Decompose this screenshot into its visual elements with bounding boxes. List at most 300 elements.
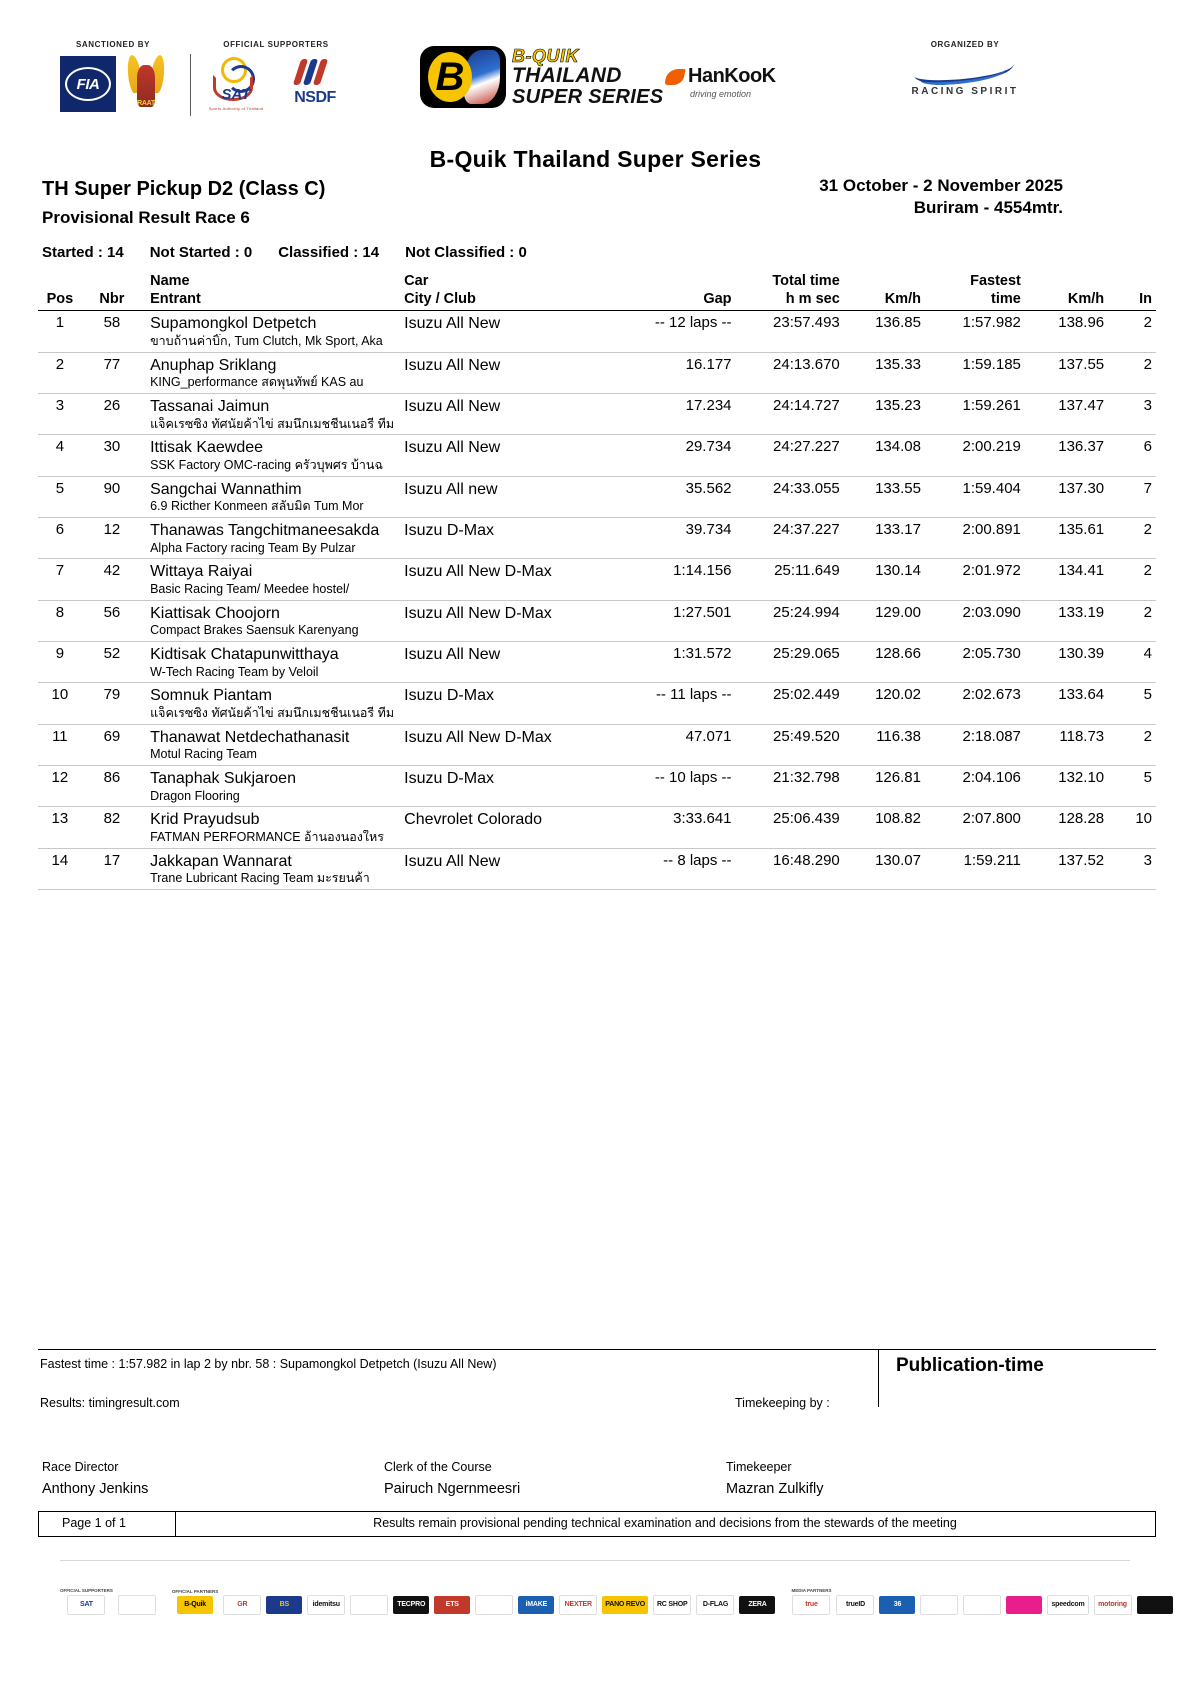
- sponsor-group-label-spacer: [939, 1588, 940, 1593]
- sponsor-b-quik: [172, 1589, 218, 1614]
- sponsor-group-label: MEDIA PARTNERS: [791, 1587, 832, 1593]
- sponsor-group-label-spacer: [411, 1589, 412, 1594]
- cell-nbr: 42: [103, 562, 121, 580]
- cell-gap: -- 12 laps --: [654, 314, 732, 332]
- ets-icon: ETS: [434, 1596, 470, 1614]
- cell-car: Chevrolet Colorado: [404, 811, 543, 829]
- sponsor-pano-revo: [602, 1589, 648, 1614]
- tourism-thailand-icon: [118, 1595, 156, 1615]
- cell-pos: 7: [55, 562, 65, 580]
- cell-nbr: 17: [103, 851, 121, 869]
- table-row-entrant: [38, 789, 1156, 807]
- sponsor-group-label-spacer: [136, 1588, 137, 1593]
- cell-in-lap: 2: [1143, 314, 1152, 332]
- cell-pos: 11: [52, 727, 68, 745]
- sponsor-group-label-spacer: [326, 1588, 327, 1593]
- sponsor-group-label: OFFICIAL PARTNERS: [171, 1588, 219, 1594]
- cell-fastest-kmh: 133.19: [1058, 603, 1105, 621]
- cell-total-time: 24:27.227: [773, 438, 840, 456]
- cell-fastest-time: 2:01.972: [962, 562, 1021, 580]
- cell-nbr: 12: [103, 520, 121, 538]
- cell-entrant: แจ็คเรซซิ่ง ทัศนัยค้าไข่ สมนึกเมชชีนเนอรี่ ทีม: [142, 417, 398, 435]
- sponsor-group-label-spacer: [1067, 1588, 1068, 1593]
- cell-in-lap: 7: [1143, 479, 1152, 497]
- cell-car: Isuzu All New D-Max: [404, 563, 552, 581]
- sponsor-group-label-spacer: [578, 1588, 579, 1593]
- cell-gap: 47.071: [685, 727, 732, 745]
- cell-entrant: แจ็คเรซซิ่ง ทัศนัยค้าไข่ สมนึกเมชชีนเนอรี่ ทีม: [142, 706, 398, 724]
- motoring-icon: motoring: [1094, 1595, 1132, 1615]
- class-title: TH Super Pickup D2 (Class C): [42, 178, 326, 200]
- cell-fastest-time: 1:59.185: [962, 355, 1021, 373]
- hankook-tagline: driving emotion: [690, 89, 752, 99]
- cell-in-lap: 10: [1135, 810, 1152, 828]
- nsdf-icon: [283, 55, 347, 113]
- table-row: [38, 683, 1156, 706]
- fia-icon: FIA: [60, 56, 116, 112]
- cell-car: Isuzu All New D-Max: [404, 604, 552, 622]
- sponsor-group-label-spacer: [284, 1589, 285, 1594]
- timekeeper-col: [726, 1460, 824, 1497]
- cell-entrant: Alpha Factory racing Team By Pulzar: [142, 541, 398, 559]
- cell-pos: 12: [51, 769, 69, 787]
- cell-total-time: 23:57.493: [773, 314, 840, 332]
- cell-gap: 16.177: [685, 355, 732, 373]
- green-star-icon: [475, 1595, 513, 1615]
- cell-gap: 1:14.156: [673, 562, 732, 580]
- table-row: [38, 476, 1156, 499]
- cell-fastest-kmh: 137.47: [1058, 396, 1105, 414]
- cell-fastest-time: 2:07.800: [962, 810, 1021, 828]
- cell-driver-name: Jakkapan Wannarat: [150, 852, 292, 870]
- cell-entrant: KING_performance สดพุนทัพย์ KAS au: [142, 375, 398, 393]
- tecpro-icon: TECPRO: [393, 1596, 429, 1614]
- official-supporters-group: [205, 40, 347, 113]
- cell-fastest-kmh: 128.28: [1058, 810, 1105, 828]
- sponsor-pink-media: [1006, 1589, 1042, 1614]
- cell-fastest-time: 2:04.106: [962, 769, 1021, 787]
- cell-nbr: 30: [103, 438, 121, 456]
- sat-icon: [205, 55, 267, 113]
- cell-entrant: Dragon Flooring: [142, 789, 398, 807]
- race-director-col: [42, 1460, 148, 1497]
- header-total-kmh: Km/h: [846, 272, 927, 311]
- timekeeper-name: Mazran Zulkifly: [726, 1481, 824, 1497]
- table-row-entrant: [38, 623, 1156, 641]
- header-total-time: Total time h m sec: [738, 272, 846, 311]
- cell-total-kmh: 129.00: [875, 603, 921, 621]
- cell-gap: 1:31.572: [673, 645, 732, 662]
- cell-total-kmh: 108.82: [875, 810, 921, 828]
- cell-fastest-time: 1:59.404: [962, 479, 1021, 497]
- sponsor-sat: [60, 1588, 113, 1615]
- cell-total-time: 24:14.727: [773, 396, 840, 414]
- cell-fastest-kmh: 136.37: [1058, 438, 1105, 456]
- cell-in-lap: 5: [1143, 769, 1152, 787]
- meeting-venue: Buriram - 4554mtr.: [913, 198, 1063, 217]
- cell-car: Isuzu D-Max: [404, 770, 494, 788]
- sponsor-group-label-spacer: [624, 1589, 625, 1594]
- cell-fastest-time: 2:02.673: [962, 686, 1021, 704]
- cell-entrant: ขาบถ้านค่าบิ๊ก, Tum Clutch, Mk Sport, Aka: [142, 334, 398, 352]
- count-not-classified: Not Classified : 0: [405, 244, 527, 261]
- sponsor-true-vision: [791, 1588, 831, 1615]
- cell-driver-name: Krid Prayudsub: [150, 811, 260, 829]
- table-row-entrant: [38, 375, 1156, 393]
- cell-fastest-time: 1:57.982: [962, 314, 1021, 332]
- cell-gap: 17.234: [685, 396, 732, 414]
- cell-entrant: Basic Racing Team/ Meedee hostel/: [142, 582, 398, 600]
- cell-total-kmh: 135.23: [875, 396, 921, 414]
- footer-rule: [38, 1349, 1156, 1350]
- cell-fastest-kmh: 130.39: [1058, 645, 1105, 662]
- cell-pos: 13: [51, 810, 69, 828]
- cell-gap: 1:27.501: [673, 603, 732, 621]
- cell-driver-name: Anuphap Sriklang: [150, 356, 277, 374]
- speedcom-icon: speedcom: [1047, 1595, 1088, 1615]
- cell-in-lap: 2: [1143, 727, 1152, 745]
- cell-in-lap: 3: [1143, 851, 1152, 869]
- header-fastest-kmh: Km/h: [1027, 272, 1110, 311]
- cell-driver-name: Tanaphak Sukjaroen: [150, 770, 296, 788]
- sponsor-thairath: [920, 1588, 958, 1615]
- table-row-entrant: [38, 830, 1156, 848]
- idemitsu-icon: idemitsu: [307, 1595, 345, 1615]
- cell-fastest-kmh: 135.61: [1058, 520, 1105, 538]
- cell-nbr: 79: [103, 686, 121, 704]
- cell-fastest-kmh: 137.55: [1058, 355, 1105, 373]
- cell-pos: 8: [55, 603, 65, 621]
- cell-in-lap: 2: [1143, 355, 1152, 373]
- cell-nbr: 69: [103, 727, 121, 745]
- sponsor-group-label-spacer: [855, 1588, 856, 1593]
- sponsor-d-flag: [696, 1588, 734, 1615]
- race-title: Provisional Result Race 6: [42, 208, 250, 227]
- sat-sublabel: Sports Authority of Thailand: [208, 106, 264, 111]
- cell-gap: -- 11 laps --: [655, 686, 732, 704]
- header-name-entrant: Name Entrant: [142, 272, 398, 311]
- d-flag-icon: D-FLAG: [696, 1595, 734, 1615]
- provisional-note: Results remain provisional pending technical examination and decisions from the stewards of the meeting: [373, 1516, 957, 1530]
- table-row: [38, 848, 1156, 871]
- sponsor-group-label-spacer: [536, 1589, 537, 1594]
- sponsor-pptv36: [879, 1589, 915, 1614]
- sponsor-group-label: OFFICIAL SUPPORTERS: [60, 1587, 113, 1593]
- table-row-entrant: [38, 541, 1156, 559]
- bquik-tss-icon: BS: [266, 1596, 302, 1614]
- cell-driver-name: Thanawas Tangchitmaneesakda: [150, 521, 380, 539]
- sponsor-logo-header: [0, 32, 1191, 122]
- table-row-entrant: [38, 582, 1156, 600]
- sponsor-group-label-spacer: [757, 1589, 758, 1594]
- table-row-entrant: [38, 417, 1156, 435]
- results-table-wrapper: [38, 272, 1156, 890]
- cell-pos: 9: [55, 645, 65, 662]
- cell-pos: 4: [55, 438, 65, 456]
- sponsor-ets: [434, 1589, 470, 1614]
- cell-car: Isuzu D-Max: [404, 521, 494, 539]
- cell-fastest-time: 2:03.090: [962, 603, 1021, 621]
- cell-entrant: Motul Racing Team: [142, 747, 398, 765]
- cell-pos: 14: [51, 851, 69, 869]
- clerk-of-course-col: [384, 1460, 520, 1497]
- results-table: [38, 272, 1156, 890]
- sat-icon: SAT: [67, 1595, 105, 1615]
- page-footer-divider: [175, 1511, 176, 1537]
- cell-total-time: 24:33.055: [773, 479, 840, 497]
- cell-gap: 29.734: [685, 438, 732, 456]
- sponsor-zera: [739, 1589, 775, 1614]
- cell-in-lap: 3: [1143, 396, 1152, 414]
- sponsor-black-logo: [1137, 1589, 1173, 1614]
- cell-fastest-time: 2:00.219: [962, 438, 1021, 456]
- bquik-line-3: SUPER SERIES: [512, 85, 664, 108]
- cell-fastest-time: 1:59.211: [963, 851, 1021, 869]
- race-director-name: Anthony Jenkins: [42, 1481, 149, 1497]
- cell-car: Isuzu All New: [404, 356, 501, 374]
- cell-in-lap: 2: [1143, 520, 1152, 538]
- meeting-date: 31 October - 2 November 2025: [819, 176, 1063, 195]
- cell-fastest-kmh: 134.41: [1058, 562, 1105, 580]
- page-number: Page 1 of 1: [62, 1516, 126, 1530]
- table-row-entrant: [38, 747, 1156, 765]
- cell-fastest-kmh: 132.10: [1058, 769, 1105, 787]
- table-row: [38, 311, 1156, 334]
- header-car-city-club: Car City / Club: [398, 272, 625, 311]
- sponsor-group-label-spacer: [242, 1588, 243, 1593]
- cell-entrant: W-Tech Racing Team by Veloil: [142, 665, 398, 683]
- nsdf-label: NSDF: [294, 89, 336, 106]
- imake-icon: iMAKE: [518, 1596, 554, 1614]
- cell-nbr: 58: [103, 314, 121, 332]
- sponsor-trueid: [836, 1588, 874, 1615]
- sponsor-imake: [518, 1589, 554, 1614]
- bquik-thailand-super-series-logo: [420, 46, 663, 108]
- table-row: [38, 766, 1156, 789]
- cell-in-lap: 2: [1143, 603, 1152, 621]
- apf-icon: [350, 1595, 388, 1615]
- cell-driver-name: Kiattisak Choojorn: [150, 604, 280, 622]
- sponsor-speedcom: [1047, 1588, 1088, 1615]
- table-row: [38, 807, 1156, 830]
- cell-total-time: 24:13.670: [773, 355, 840, 373]
- table-row-entrant: [38, 334, 1156, 352]
- sponsor-group-label-spacer: [715, 1588, 716, 1593]
- cell-nbr: 56: [103, 603, 121, 621]
- cell-pos: 6: [55, 520, 65, 538]
- sponsor-bquik-tss: [266, 1589, 302, 1614]
- cell-car: Isuzu All New: [404, 439, 501, 457]
- sponsor-group-label-spacer: [1024, 1589, 1025, 1594]
- b-quik-icon: B-Quik: [177, 1596, 213, 1614]
- organized-by-label: ORGANIZED BY: [930, 40, 1000, 49]
- table-row-entrant: [38, 499, 1156, 517]
- bquik-line-1: B-QUIK: [512, 45, 579, 66]
- table-row-entrant: [38, 665, 1156, 683]
- official-supporters-label: OFFICIAL SUPPORTERS: [223, 40, 329, 49]
- sponsor-motoring: [1094, 1588, 1132, 1615]
- cell-total-time: 16:48.290: [773, 851, 840, 869]
- cell-nbr: 52: [103, 645, 121, 662]
- cell-total-time: 25:24.994: [773, 603, 840, 621]
- sponsor-group-label-spacer: [369, 1588, 370, 1593]
- table-row: [38, 559, 1156, 582]
- cell-fastest-time: 2:00.891: [962, 520, 1021, 538]
- header-divider-1: [190, 54, 191, 116]
- results-table-body: [38, 311, 1156, 890]
- cell-in-lap: 4: [1143, 645, 1152, 662]
- cell-total-time: 25:11.649: [774, 562, 840, 580]
- sponsor-group-label-spacer: [982, 1588, 983, 1593]
- sponsor-group-label-spacer: [672, 1588, 673, 1593]
- table-row: [38, 600, 1156, 623]
- cell-total-time: 24:37.227: [773, 520, 840, 538]
- cell-fastest-kmh: 137.30: [1058, 479, 1105, 497]
- cell-driver-name: Supamongkol Detpetch: [150, 315, 317, 333]
- publication-time-label: Publication-time: [896, 1355, 1044, 1376]
- cell-total-kmh: 133.55: [875, 479, 921, 497]
- cell-total-kmh: 130.14: [875, 562, 921, 580]
- cell-fastest-kmh: 133.64: [1058, 686, 1105, 704]
- cell-pos: 5: [55, 479, 65, 497]
- cell-driver-name: Somnuk Piantam: [150, 687, 272, 705]
- publication-divider: [878, 1349, 879, 1407]
- racing-shop-icon: RC SHOP: [653, 1595, 692, 1615]
- cell-pos: 2: [55, 355, 65, 373]
- cell-total-kmh: 133.17: [875, 520, 921, 538]
- cell-fastest-kmh: 137.52: [1058, 851, 1105, 869]
- true-vision-icon: true: [792, 1595, 830, 1615]
- header-fastest-time: Fastest time: [927, 272, 1027, 311]
- header-in-lap: In: [1110, 272, 1156, 311]
- sponsor-group-label-spacer: [1112, 1588, 1113, 1593]
- cell-driver-name: Kidtisak Chatapunwitthaya: [150, 646, 339, 663]
- hankook-flame-icon: [664, 69, 685, 85]
- cell-pos: 3: [55, 396, 65, 414]
- sponsor-tecpro: [393, 1589, 429, 1614]
- count-not-started: Not Started : 0: [149, 244, 253, 261]
- header-pos: Pos: [38, 272, 82, 311]
- count-classified: Classified : 14: [278, 244, 380, 261]
- cell-total-time: 25:49.520: [773, 727, 840, 745]
- sponsor-group-label-spacer: [1154, 1589, 1155, 1594]
- sponsor-apf: [350, 1588, 388, 1615]
- hankook-logo: [666, 65, 776, 99]
- cell-car: Isuzu All New: [404, 397, 501, 415]
- cell-pos: 10: [51, 686, 69, 704]
- cell-total-kmh: 126.81: [875, 769, 921, 787]
- cell-car: Isuzu All New D-Max: [404, 728, 552, 746]
- entry-counts: [42, 244, 527, 261]
- toyota-gazoo-racing-icon: GR: [223, 1595, 261, 1615]
- sponsor-green-star: [475, 1588, 513, 1615]
- fastest-lap-note: Fastest time : 1:57.982 in lap 2 by nbr. 58 : Supamongkol Detpetch (Isuzu All New): [40, 1357, 497, 1371]
- timekeeper-role: Timekeeper: [726, 1460, 792, 1474]
- cell-car: Isuzu All new: [404, 480, 498, 498]
- cell-driver-name: Thanawat Netdechathanasit: [150, 728, 350, 746]
- organized-by-group: [910, 40, 1020, 99]
- zera-icon: ZERA: [739, 1596, 775, 1614]
- sponsor-toyota-gazoo-racing: [223, 1588, 261, 1615]
- bquik-line-2: THAILAND: [512, 64, 622, 88]
- cell-total-time: 25:06.439: [773, 810, 840, 828]
- cell-entrant: 6.9 Ricther Konmeen สลับมิด Tum Mor: [142, 499, 398, 517]
- sat-label: SAT: [221, 86, 251, 103]
- cell-total-kmh: 135.33: [875, 355, 921, 373]
- results-source: Results: timingresult.com: [40, 1396, 180, 1410]
- cell-gap: -- 10 laps --: [654, 769, 732, 787]
- race-director-role: Race Director: [42, 1460, 119, 1474]
- sponsor-idemitsu: [307, 1588, 345, 1615]
- cell-car: Isuzu All New: [404, 852, 501, 870]
- raat-icon: [126, 55, 166, 113]
- cell-driver-name: Wittaya Raiyai: [150, 563, 253, 581]
- sponsor-racing-shop: [653, 1588, 692, 1615]
- table-row: [38, 642, 1156, 665]
- table-row: [38, 393, 1156, 416]
- series-title: B-Quik Thailand Super Series: [429, 146, 762, 172]
- black-logo-icon: [1137, 1596, 1173, 1614]
- sponsor-autospinn: [963, 1588, 1001, 1615]
- sponsor-strip: [60, 1570, 1130, 1632]
- table-row-entrant: [38, 706, 1156, 724]
- cell-gap: 3:33.641: [673, 810, 732, 828]
- racing-spirit-label: RACING SPIRIT: [911, 86, 1019, 97]
- sponsor-nexter: [559, 1588, 597, 1615]
- nexter-icon: NEXTER: [559, 1595, 597, 1615]
- table-row-entrant: [38, 458, 1156, 476]
- table-row-entrant: [38, 871, 1156, 889]
- cell-in-lap: 2: [1143, 562, 1152, 580]
- cell-fastest-time: 2:18.087: [962, 727, 1021, 745]
- cell-total-kmh: 128.66: [875, 645, 921, 662]
- cell-nbr: 77: [103, 355, 121, 373]
- table-row: [38, 435, 1156, 458]
- cell-in-lap: 6: [1143, 438, 1152, 456]
- table-row: [38, 517, 1156, 540]
- cell-gap: 35.562: [685, 479, 732, 497]
- cell-nbr: 90: [103, 479, 121, 497]
- cell-car: Isuzu All New: [404, 315, 501, 333]
- sponsor-group-label-spacer: [897, 1589, 898, 1594]
- cell-total-kmh: 120.02: [875, 686, 921, 704]
- cell-car: Isuzu All New: [404, 646, 501, 663]
- table-row: [38, 352, 1156, 375]
- sanctioned-by-label: SANCTIONED BY: [75, 40, 151, 49]
- pink-media-icon: [1006, 1596, 1042, 1614]
- hankook-label: HanKooK: [688, 65, 776, 87]
- cell-driver-name: Sangchai Wannathim: [150, 480, 302, 498]
- cell-pos: 1: [55, 314, 65, 332]
- pano-revo-icon: PANO REVO: [602, 1596, 648, 1614]
- results-table-head: [38, 272, 1156, 311]
- cell-total-kmh: 130.07: [875, 851, 921, 869]
- header-gap: Gap: [625, 272, 737, 311]
- clerk-of-course-name: Pairuch Ngernmeesri: [384, 1481, 521, 1497]
- cell-fastest-kmh: 118.73: [1059, 727, 1105, 745]
- timekeeping-by-label: Timekeeping by :: [735, 1396, 830, 1410]
- cell-total-time: 25:29.065: [773, 645, 840, 662]
- sponsor-tourism-thailand: [118, 1588, 156, 1615]
- cell-nbr: 86: [103, 769, 121, 787]
- clerk-of-course-role: Clerk of the Course: [384, 1460, 492, 1474]
- cell-nbr: 26: [103, 396, 121, 414]
- trueid-icon: trueID: [836, 1595, 874, 1615]
- cell-total-time: 25:02.449: [773, 686, 840, 704]
- cell-entrant: SSK Factory OMC-racing ครัวบุพศร บ้านฉ: [142, 458, 398, 476]
- cell-fastest-time: 1:59.261: [962, 396, 1021, 414]
- cell-entrant: FATMAN PERFORMANCE อ้านองนองใหร: [142, 830, 398, 848]
